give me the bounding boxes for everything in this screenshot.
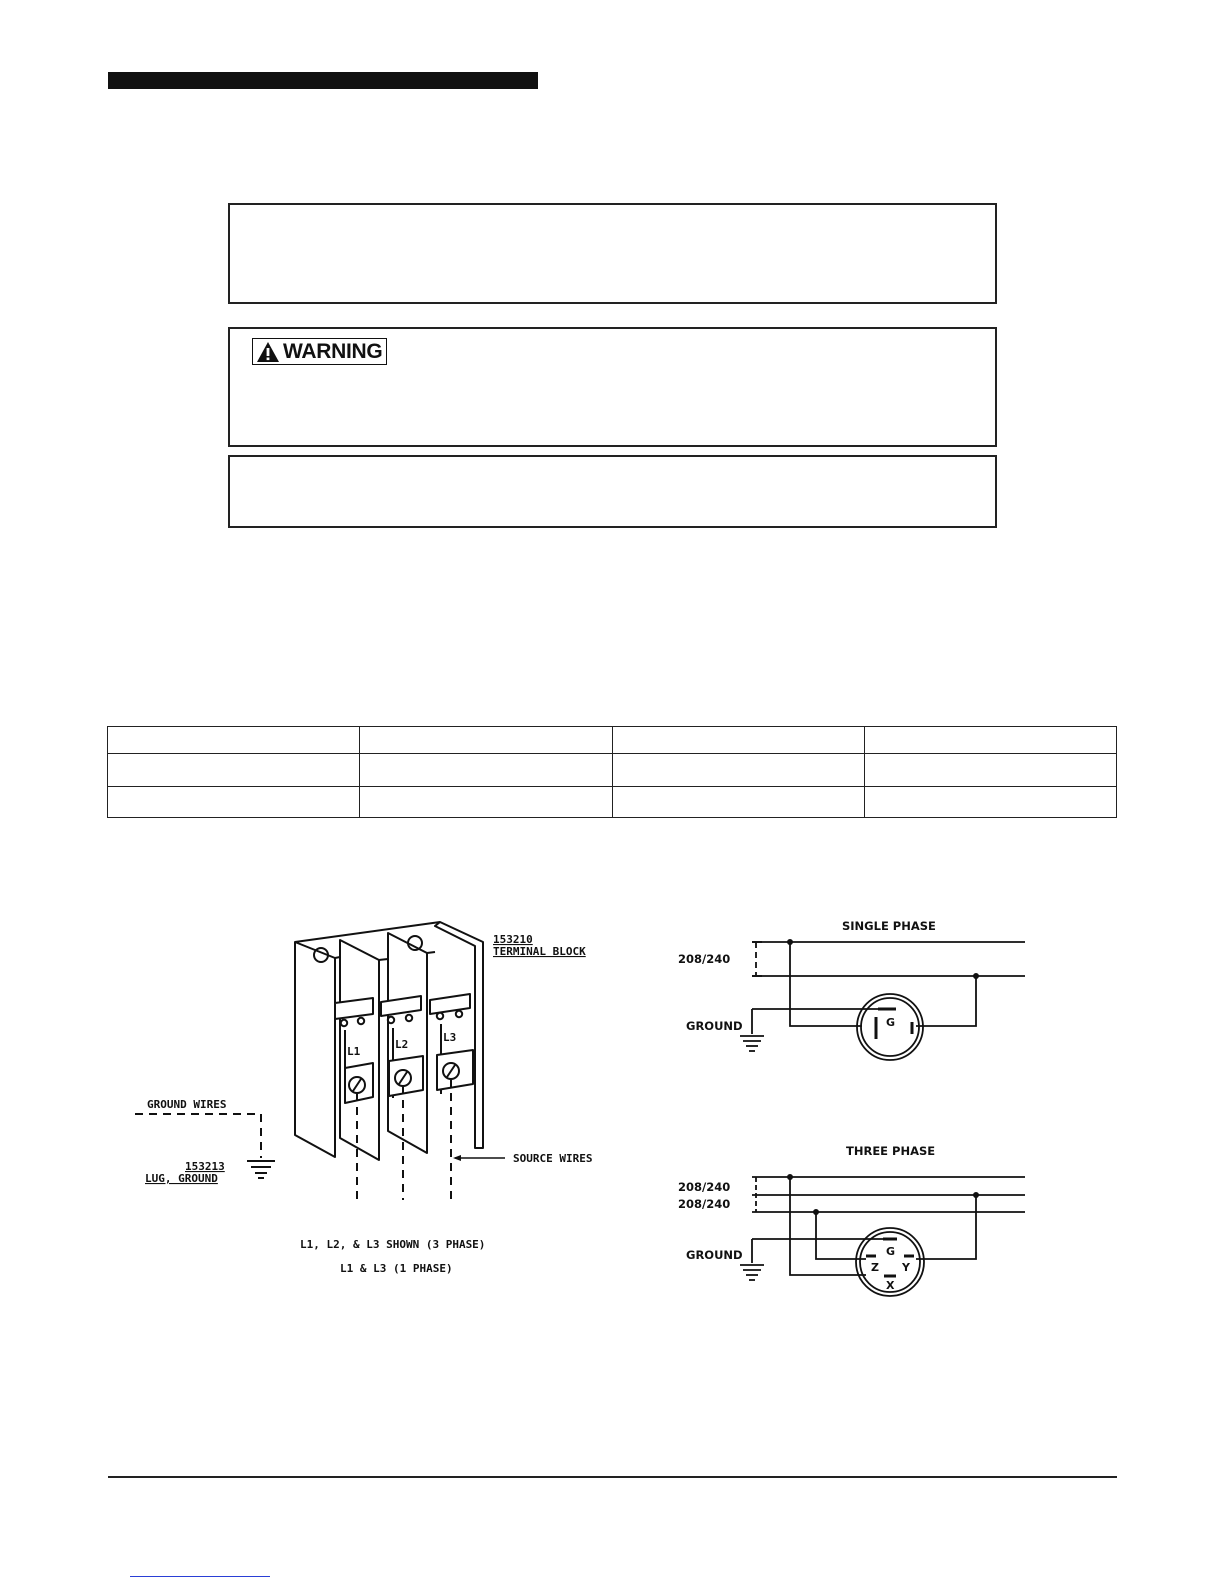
three-phase-ground-label: GROUND — [686, 1248, 743, 1262]
table-cell — [612, 787, 864, 818]
table-cell — [360, 727, 612, 754]
figure-caption-line1: L1, L2, & L3 SHOWN (3 PHASE) — [300, 1238, 486, 1251]
table-row — [108, 787, 1117, 818]
single-phase-diagram — [670, 910, 1040, 1090]
terminal-l3-label: L3 — [443, 1031, 457, 1044]
warning-label: WARNING — [283, 340, 383, 363]
terminal-l2-label: L2 — [395, 1038, 409, 1051]
three-phase-pin-x: X — [886, 1279, 895, 1292]
ground-wires-label: GROUND WIRES — [147, 1098, 227, 1111]
table-cell — [360, 787, 612, 818]
three-phase-title: THREE PHASE — [846, 1144, 936, 1158]
table-row — [108, 727, 1117, 754]
terminal-block-part-number: 153210 — [493, 933, 533, 946]
three-phase-pin-z: Z — [871, 1261, 879, 1274]
table-cell — [108, 787, 360, 818]
ground-symbol-icon — [740, 1265, 764, 1280]
three-phase-pin-y: Y — [902, 1261, 910, 1274]
notice-box-2 — [228, 455, 997, 528]
single-phase-title: SINGLE PHASE — [842, 919, 936, 933]
table-cell — [864, 754, 1116, 787]
lug-part-number: 153213 — [185, 1160, 225, 1173]
terminal-block-diagram — [125, 910, 625, 1300]
table-cell — [612, 727, 864, 754]
table-cell — [612, 754, 864, 787]
footer-rule — [108, 1476, 1117, 1478]
warning-badge — [252, 338, 387, 365]
terminal-l1-label: L1 — [347, 1045, 361, 1058]
section-header-bar — [108, 72, 538, 89]
single-phase-voltage: 208/240 — [678, 952, 731, 966]
warning-box — [228, 327, 997, 447]
table-cell — [864, 727, 1116, 754]
single-phase-pin-g: G — [886, 1016, 896, 1029]
three-phase-voltage-1: 208/240 — [678, 1180, 731, 1194]
table-cell — [108, 727, 360, 754]
notice-box — [228, 203, 997, 304]
ground-symbol-icon — [247, 1161, 275, 1178]
spec-table — [107, 726, 1117, 818]
terminal-block-name: TERMINAL BLOCK — [493, 945, 586, 958]
table-cell — [864, 787, 1116, 818]
warning-triangle-icon — [256, 341, 280, 363]
footer-link[interactable] — [130, 1576, 270, 1577]
table-row — [108, 754, 1117, 787]
source-wires-label: SOURCE WIRES — [513, 1152, 593, 1165]
ground-symbol-icon — [740, 1036, 764, 1051]
three-phase-pin-g: G — [886, 1245, 896, 1258]
lug-name: LUG, GROUND — [145, 1172, 218, 1185]
table-cell — [360, 754, 612, 787]
three-phase-voltage-2: 208/240 — [678, 1197, 731, 1211]
three-phase-diagram — [670, 1135, 1040, 1305]
single-phase-ground-label: GROUND — [686, 1019, 743, 1033]
figure-caption-line2: L1 & L3 (1 PHASE) — [340, 1262, 453, 1275]
table-cell — [108, 754, 360, 787]
